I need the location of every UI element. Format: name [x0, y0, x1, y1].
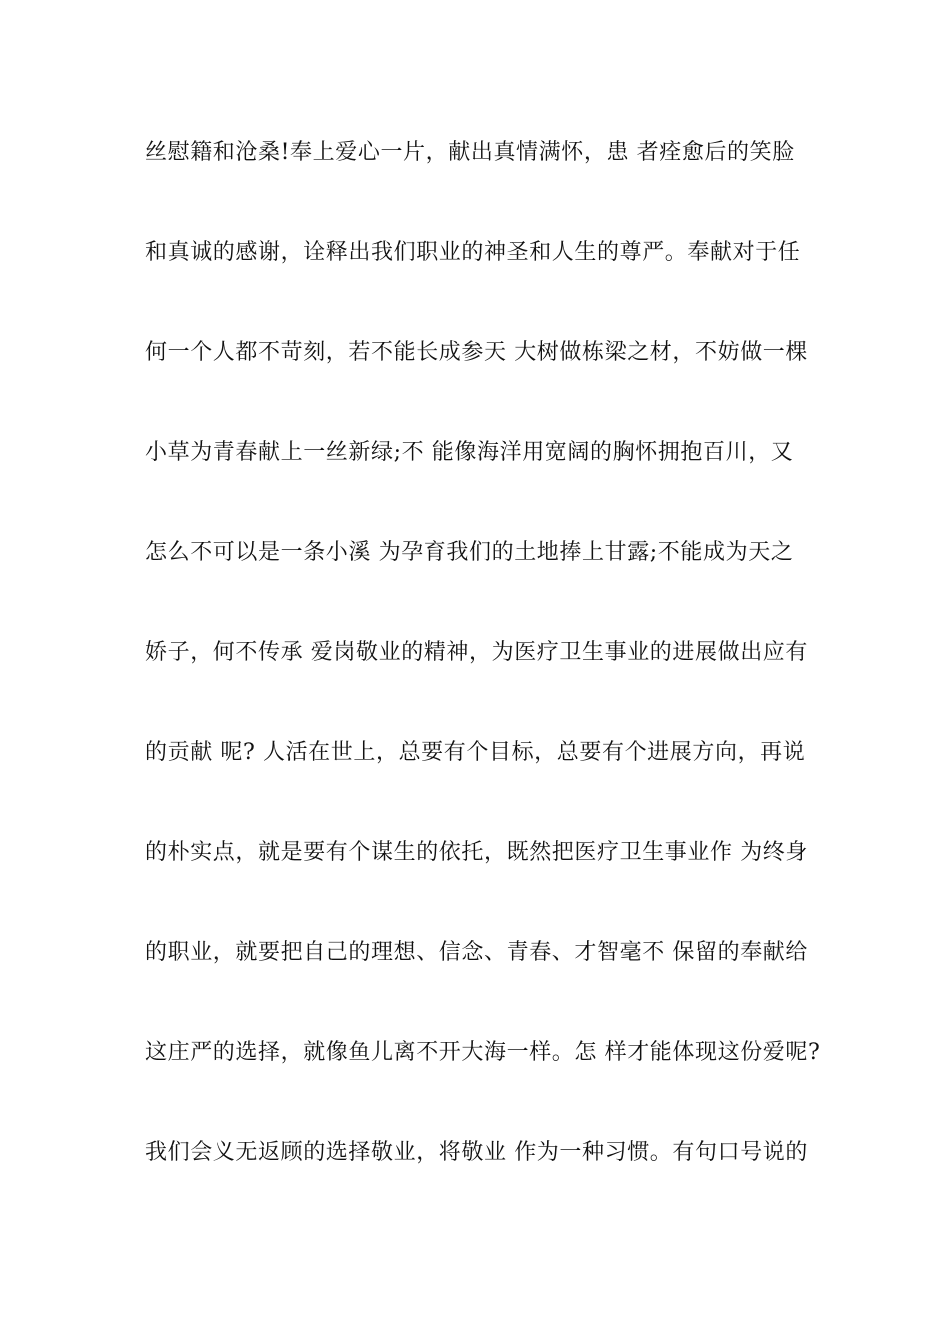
text-line: 怎么不可以是一条小溪 为孕育我们的土地捧上甘露;不能成为天之: [145, 540, 794, 565]
text-line: 的贡献 呢? 人活在世上，总要有个目标，总要有个进展方向，再说: [145, 740, 806, 765]
text-line: 的职业，就要把自己的理想、信念、青春、才智毫不 保留的奉献给: [145, 940, 808, 965]
text-line: 娇子，何不传承 爱岗敬业的精神，为医疗卫生事业的进展做出应有: [145, 640, 808, 665]
text-line: 和真诚的感谢，诠释出我们职业的神圣和人生的尊严。奉献对于任: [145, 240, 801, 265]
text-line: 这庄严的选择，就像鱼儿离不开大海一样。怎 样才能体现这份爱呢?: [145, 1040, 821, 1065]
text-line: 小草为青春献上一丝新绿;不 能像海洋用宽阔的胸怀拥抱百川，又: [145, 440, 794, 465]
text-line: 的朴实点，就是要有个谋生的依托，既然把医疗卫生事业作 为终身: [145, 840, 808, 865]
text-line: 我们会义无返顾的选择敬业，将敬业 作为一种习惯。有句口号说的: [145, 1140, 808, 1165]
text-line: 丝慰籍和沧桑!奉上爱心一片，献出真情满怀，患 者痊愈后的笑脸: [145, 140, 795, 165]
body-text: [145, 131, 835, 1231]
text-line: 何一个人都不苛刻，若不能长成参天 大树做栋梁之材，不妨做一棵: [145, 340, 808, 365]
